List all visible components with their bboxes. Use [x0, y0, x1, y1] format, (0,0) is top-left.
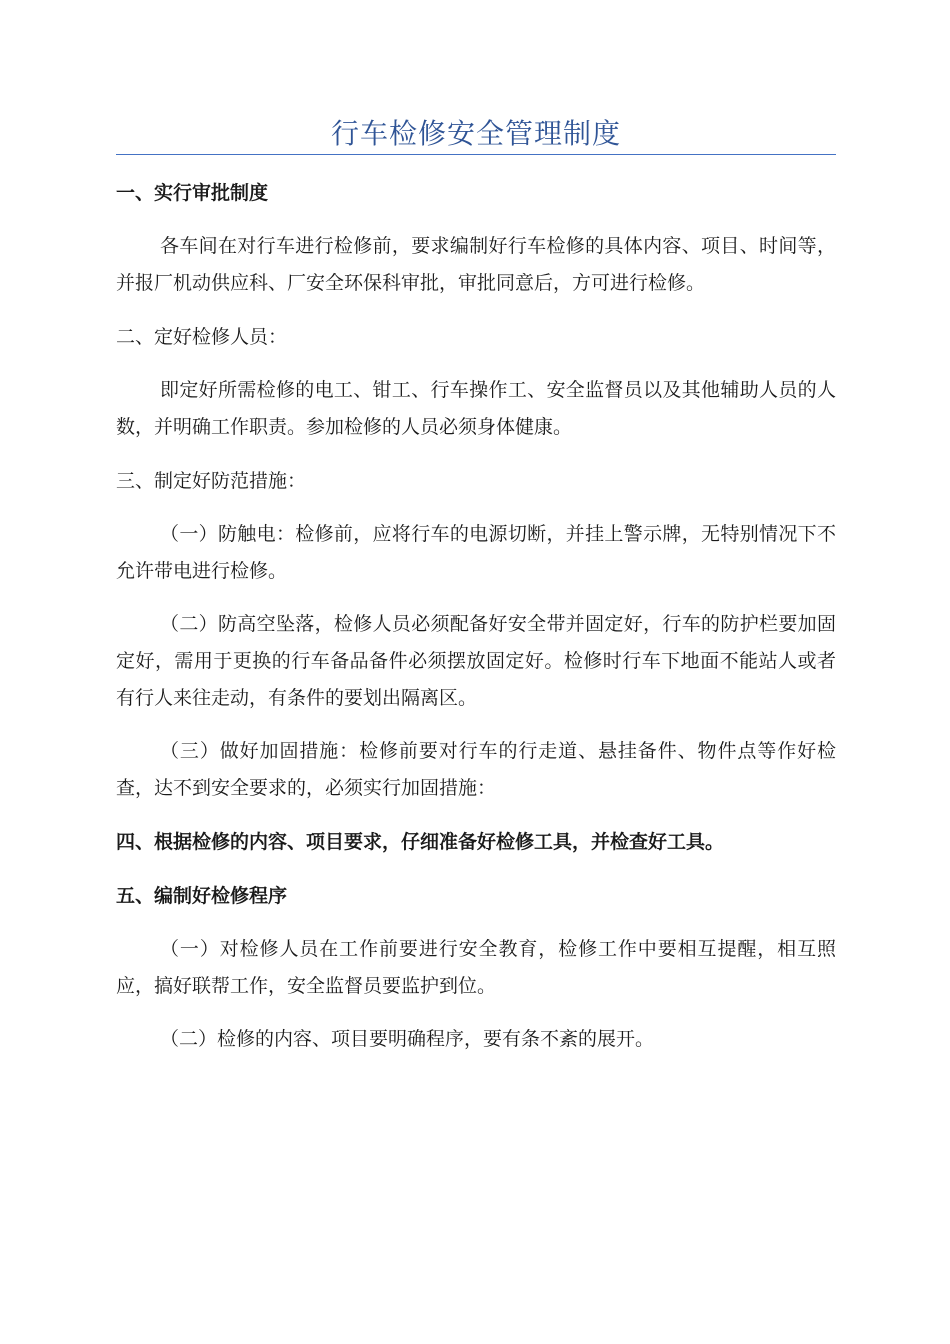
section-heading-5: 五、编制好检修程序 — [116, 885, 288, 907]
measure-paragraph-3: （三）做好加固措施：检修前要对行车的行走道、悬挂备件、物件点等作好检查，达不到安全要求的，必须实行加固措施： — [116, 740, 836, 799]
section-paragraph-1: 各车间在对行车进行检修前，要求编制好行车检修的具体内容、项目、时间等，并报厂机动供应科、厂安全环保科审批，审批同意后，方可进行检修。 — [116, 235, 836, 294]
section-paragraph-2: 即定好所需检修的电工、钳工、行车操作工、安全监督员以及其他辅助人员的人数，并明确工作职责。参加检修的人员必须身体健康。 — [116, 379, 836, 438]
section-heading-4: 四、根据检修的内容、项目要求，仔细准备好检修工具，并检查好工具。 — [116, 831, 725, 853]
measure-paragraph-2: （二）防高空坠落，检修人员必须配备好安全带并固定好，行车的防护栏要加固定好，需用于更换的行车备品备件必须摆放固定好。检修时行车下地面不能站人或者有行人来往走动，有条件的要划出隔离区。 — [116, 613, 836, 709]
title-underline — [116, 154, 836, 155]
section-heading-2: 二、定好检修人员： — [116, 326, 288, 348]
document-body — [116, 174, 836, 1074]
section-heading-1: 一、实行审批制度 — [116, 182, 269, 204]
document-page — [116, 0, 836, 1344]
measure-paragraph-1: （一）防触电：检修前，应将行车的电源切断，并挂上警示牌，无特别情况下不允许带电进行检修。 — [116, 523, 836, 582]
document-title: 行车检修安全管理制度 — [330, 117, 621, 150]
procedure-paragraph-1: （一）对检修人员在工作前要进行安全教育，检修工作中要相互提醒，相互照应，搞好联帮工作，安全监督员要监护到位。 — [116, 938, 836, 997]
procedure-paragraph-2: （二）检修的内容、项目要明确程序，要有条不紊的展开。 — [160, 1028, 655, 1050]
section-heading-3: 三、制定好防范措施： — [116, 470, 307, 492]
